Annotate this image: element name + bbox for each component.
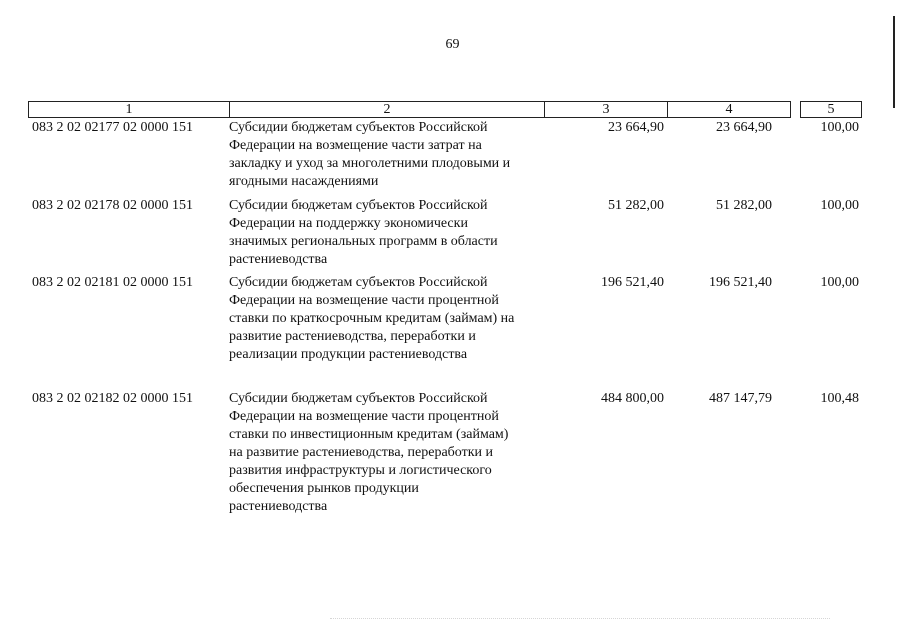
description-line: растениеводства (229, 499, 328, 514)
page-number: 69 (445, 37, 460, 52)
subsidy-description (229, 197, 549, 269)
description-line: развитие растениеводства, переработки и (229, 329, 476, 344)
description-line: на развитие растениеводства, переработки и (229, 445, 494, 460)
description-line: закладку и уход за многолетними плодовыми и (229, 156, 511, 171)
column-header-4: 4 (667, 101, 791, 118)
planned-amount: 196 521,40 (601, 275, 664, 290)
actual-amount: 51 282,00 (716, 198, 772, 213)
execution-percent: 100,00 (820, 275, 859, 290)
description-line: растениеводства (229, 252, 328, 267)
description-line: Федерации на поддержку экономически (229, 216, 468, 231)
description-line: Федерации на возмещение части затрат на (229, 138, 482, 153)
column-header-5: 5 (800, 101, 862, 118)
budget-code: 083 2 02 02181 02 0000 151 (32, 275, 193, 290)
description-line: реализации продукции растениеводства (229, 347, 468, 362)
column-header-3: 3 (544, 101, 668, 118)
budget-code: 083 2 02 02177 02 0000 151 (32, 120, 193, 135)
execution-percent: 100,48 (820, 391, 859, 406)
description-line: ставки по краткосрочным кредитам (займам) на (229, 311, 515, 326)
description-line: значимых региональных программ в области (229, 234, 498, 249)
column-header-1: 1 (28, 101, 230, 118)
description-line: ставки по инвестиционным кредитам (займам) (229, 427, 509, 442)
budget-code: 083 2 02 02182 02 0000 151 (32, 391, 193, 406)
subsidy-description (229, 119, 549, 191)
actual-amount: 196 521,40 (709, 275, 772, 290)
scan-artifact (330, 618, 830, 623)
description-line: развития инфраструктуры и логистического (229, 463, 492, 478)
subsidy-description (229, 274, 549, 364)
planned-amount: 484 800,00 (601, 391, 664, 406)
planned-amount: 23 664,90 (608, 120, 664, 135)
description-line: Федерации на возмещение части процентной (229, 409, 499, 424)
description-line: Федерации на возмещение части процентной (229, 293, 499, 308)
column-header-2: 2 (229, 101, 545, 118)
actual-amount: 487 147,79 (709, 391, 772, 406)
description-line: Субсидии бюджетам субъектов Российской (229, 120, 488, 135)
description-line: ягодными насаждениями (229, 174, 379, 189)
planned-amount: 51 282,00 (608, 198, 664, 213)
description-line: Субсидии бюджетам субъектов Российской (229, 198, 488, 213)
actual-amount: 23 664,90 (716, 120, 772, 135)
execution-percent: 100,00 (820, 120, 859, 135)
subsidy-description (229, 390, 549, 516)
budget-code: 083 2 02 02178 02 0000 151 (32, 198, 193, 213)
description-line: Субсидии бюджетам субъектов Российской (229, 391, 488, 406)
page-edge-mark (893, 16, 895, 108)
description-line: обеспечения рынков продукции (229, 481, 419, 496)
description-line: Субсидии бюджетам субъектов Российской (229, 275, 488, 290)
execution-percent: 100,00 (820, 198, 859, 213)
